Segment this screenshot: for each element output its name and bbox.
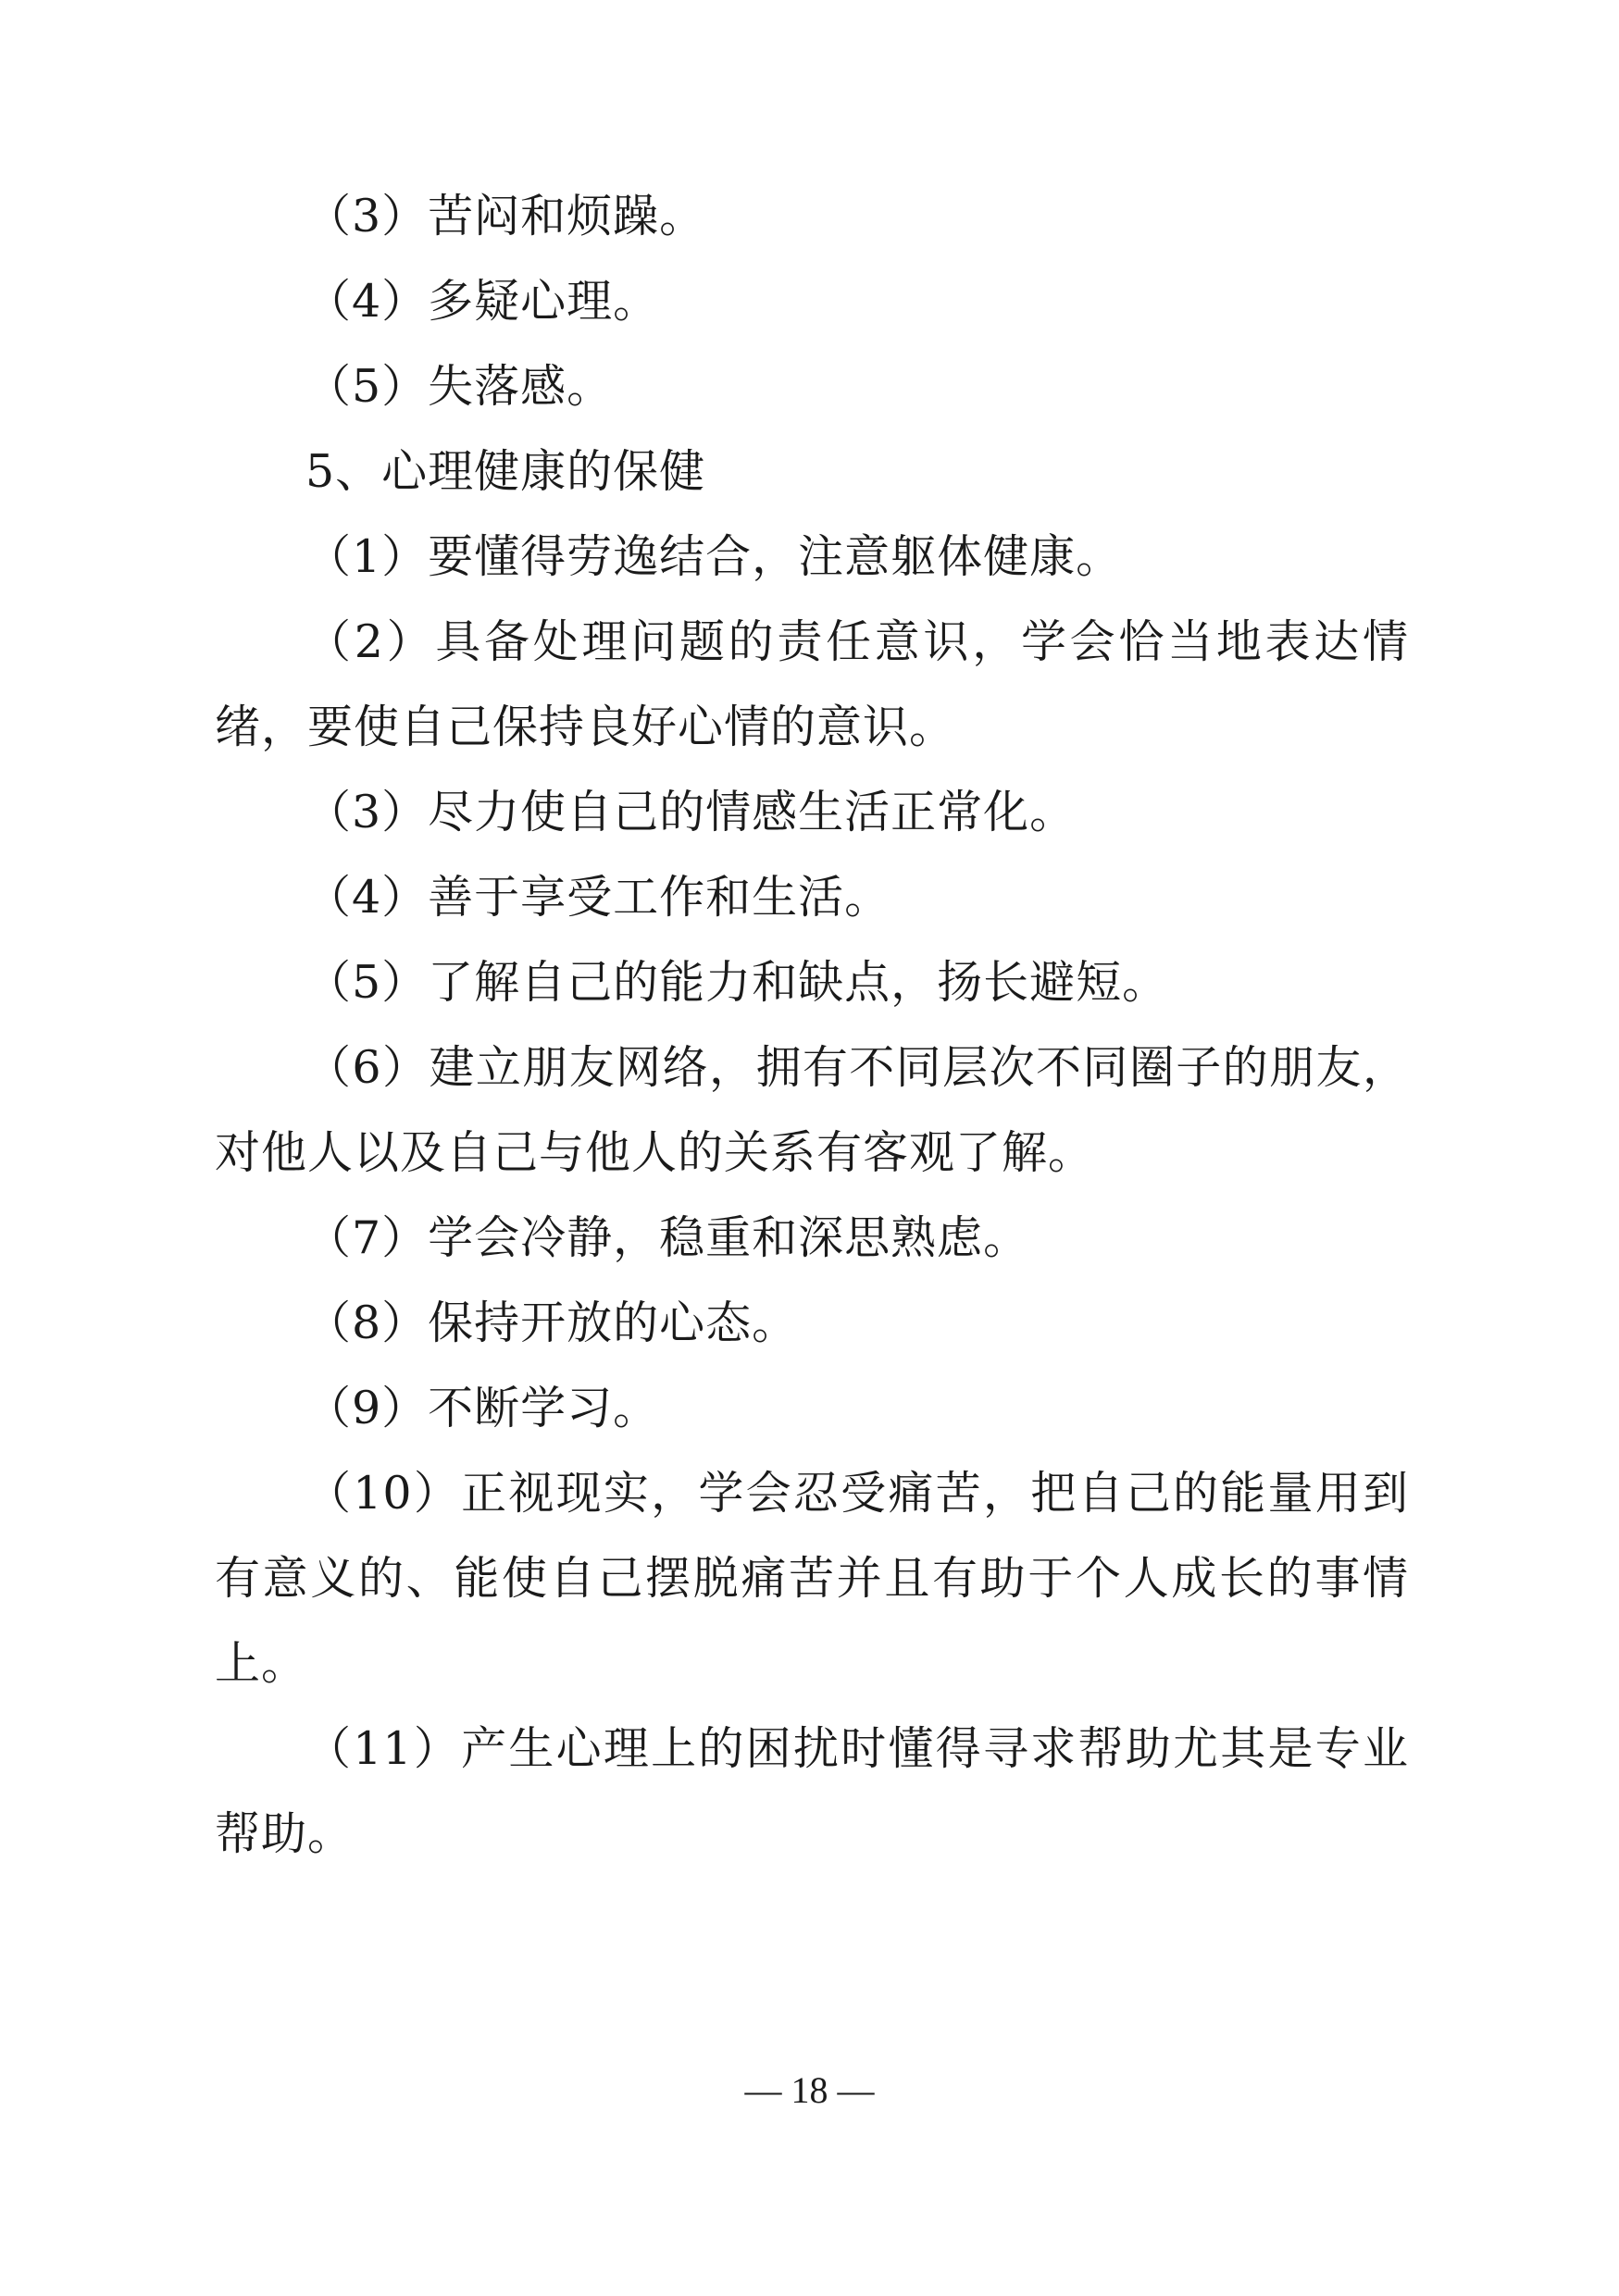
body-text xyxy=(215,174,1409,1877)
list-item: （9）不断学习。 xyxy=(305,1382,660,1434)
list-item: （2）具备处理问题的责任意识，学会恰当地表达情绪，要使自己保持良好心情的意识。 xyxy=(215,615,1409,753)
page-number: — 18 — xyxy=(744,2069,875,2111)
list-item: （10）正视现实，学会忍受痛苦，把自己的能量用到有意义的、能使自己摆脱痛苦并且有助于个人成长的事情上。 xyxy=(215,1467,1409,1690)
list-item: （7）学会冷静，稳重和深思熟虑。 xyxy=(305,1211,1030,1264)
list-item: （4）多疑心理。 xyxy=(305,275,660,328)
list-item: （1）要懂得劳逸结合，注意躯体健康。 xyxy=(305,530,1123,583)
list-item: （3）尽力使自己的情感生活正常化。 xyxy=(305,786,1077,838)
list-item: （3）苦闷和烦躁。 xyxy=(305,190,706,242)
list-item: （5）失落感。 xyxy=(305,360,614,413)
list-item: （11）产生心理上的困扰时懂得寻求帮助尤其是专业帮助。 xyxy=(215,1722,1409,1860)
section-heading: 5、心理健康的保健 xyxy=(305,445,706,498)
list-item: （8）保持开放的心态。 xyxy=(305,1297,799,1349)
list-item: （5）了解自己的能力和缺点，扬长避短。 xyxy=(305,956,1169,1009)
list-item: （4）善于享受工作和生活。 xyxy=(305,871,891,924)
list-item: （6）建立朋友网络，拥有不同层次不同圈子的朋友，对他人以及自己与他人的关系有客观了解。 xyxy=(215,1041,1409,1179)
